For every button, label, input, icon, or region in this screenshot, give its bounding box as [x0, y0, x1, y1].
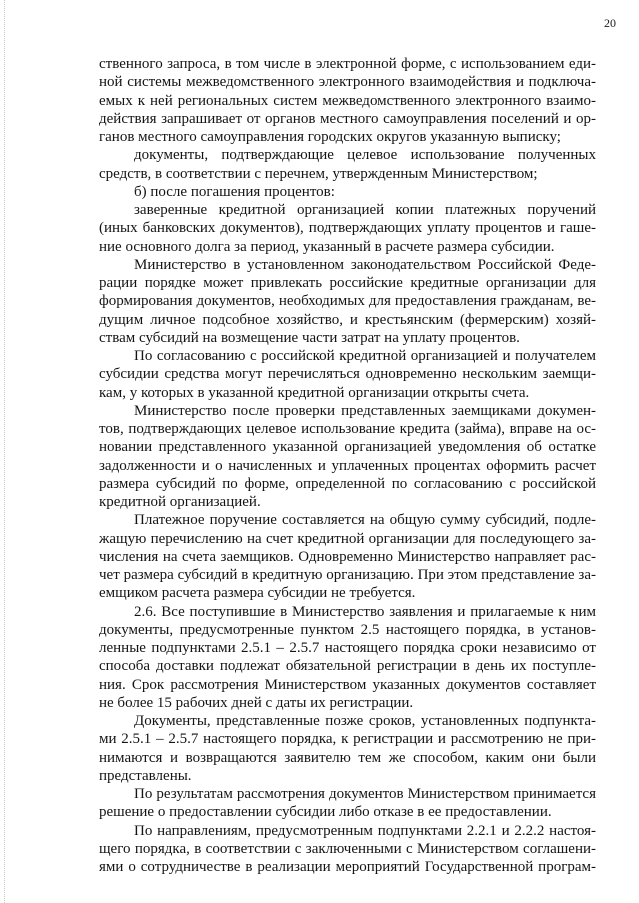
- text-line: дущим личное подсобное хозяйство, и крестьянским (фермерским) хозяй-: [99, 311, 596, 328]
- text-line: действия запрашивает от органов местного самоуправления поселений и ор-: [99, 110, 596, 127]
- text-line: новании представленного указанной организацией уведомления об остатке: [99, 439, 596, 456]
- text-line: кам, у которых в указанной кредитной организации открыты счета.: [99, 384, 530, 401]
- text-line: ленные подпунктами 2.5.1 – 2.5.7 настоящего порядка сроки независимо от: [99, 640, 596, 656]
- text-line: ния. Срок рассмотрения Министерством указанных документов составляет: [99, 676, 596, 693]
- text-line: ями о сотрудничестве в реализации мероприятий Государственной програм-: [99, 859, 596, 875]
- text-line: ганов местного самоуправления городских округов указанную выписку;: [99, 129, 561, 145]
- text-line: 2.6. Все поступившие в Министерство заявления и прилагаемые к ним: [134, 603, 596, 620]
- text-line: По согласованию с российской кредитной организацией и получателем: [134, 348, 596, 364]
- text-line: формирования документов, необходимых для предоставления гражданам, ве-: [99, 293, 596, 310]
- text-line: заверенные кредитной организацией копии платежных поручений: [134, 202, 596, 218]
- text-line: ние основного долга за период, указанный в расчете размера субсидии.: [99, 238, 555, 255]
- text-line: Платежное поручение составляется на общую сумму субсидий, подле-: [134, 512, 596, 529]
- text-line: представлены.: [99, 767, 192, 784]
- text-line: Министерство в установленном законодательством Российской Феде-: [134, 256, 596, 273]
- text-line: По результатам рассмотрения документов Министерством принимается: [134, 786, 596, 802]
- text-line: емых к ней региональных систем межведомственного электронного взаимо-: [99, 92, 596, 109]
- text-line: б) после погашения процентов:: [134, 183, 335, 200]
- text-line: жащую перечислению на счет кредитной организации для последующего за-: [99, 530, 596, 547]
- page-number: 20: [604, 16, 616, 30]
- text-line: рации порядке может привлекать российские кредитные организации для: [99, 275, 596, 291]
- text-line: Министерство после проверки представленных заемщиками докумен-: [134, 402, 596, 419]
- text-line: числения на счета заемщиков. Одновременно Министерство направляет рас-: [99, 548, 596, 565]
- text-line: тов, подтверждающих целевое использование кредита (займа), вправе на ос-: [99, 421, 596, 437]
- text-line: документы, предусмотренные пунктом 2.5 настоящего порядка, в установ-: [99, 621, 596, 638]
- text-line: решение о предоставлении субсидии либо отказе в ее предоставлении.: [99, 804, 552, 821]
- text-line: документы, подтверждающие целевое использование полученных: [134, 147, 596, 164]
- text-line: размера субсидий по форме, определенной по согласованию с российской: [99, 475, 596, 492]
- text-line: ствам субсидий на возмещение части затрат на уплату процентов.: [99, 329, 520, 346]
- text-line: субсидии средства могут перечисляться одновременно нескольким заемщи-: [99, 366, 596, 383]
- text-line: (иных банковских документов), подтверждающих уплату процентов и гаше-: [99, 220, 596, 237]
- text-line: способа доставки подлежат обязательной регистрации в день их поступле-: [99, 658, 596, 675]
- text-line: кредитной организацией.: [99, 494, 261, 510]
- text-line: ственного запроса, в том числе в электронной форме, с использованием еди-: [99, 56, 596, 72]
- text-line: задолженности и о начисленных и уплаченных процентах оформить расчет: [99, 457, 596, 474]
- text-line: По направлениям, предусмотренным подпунктами 2.2.1 и 2.2.2 настоя-: [134, 822, 596, 839]
- text-line: ми 2.5.1 – 2.5.7 настоящего порядка, к регистрации и рассмотрению не при-: [99, 731, 596, 748]
- text-line: емщиком расчета размера субсидии не требуется.: [99, 585, 416, 602]
- text-line: средств, в соответствии с перечнем, утвержденным Министерством;: [99, 165, 538, 182]
- text-line: не более 15 рабочих дней с даты их регистрации.: [99, 694, 414, 711]
- text-line: нимаются и возвращаются заявителю тем же способом, каким они были: [99, 749, 596, 766]
- text-line: ной системы межведомственного электронного взаимодействия и подключа-: [99, 74, 596, 91]
- text-line: чет размера субсидий в кредитную организацию. При этом представление за-: [99, 567, 596, 583]
- text-line: Документы, представленные позже сроков, установленных подпункта-: [134, 713, 596, 729]
- text-line: щего порядка, в соответствии с заключенными с Министерством соглашени-: [99, 840, 596, 857]
